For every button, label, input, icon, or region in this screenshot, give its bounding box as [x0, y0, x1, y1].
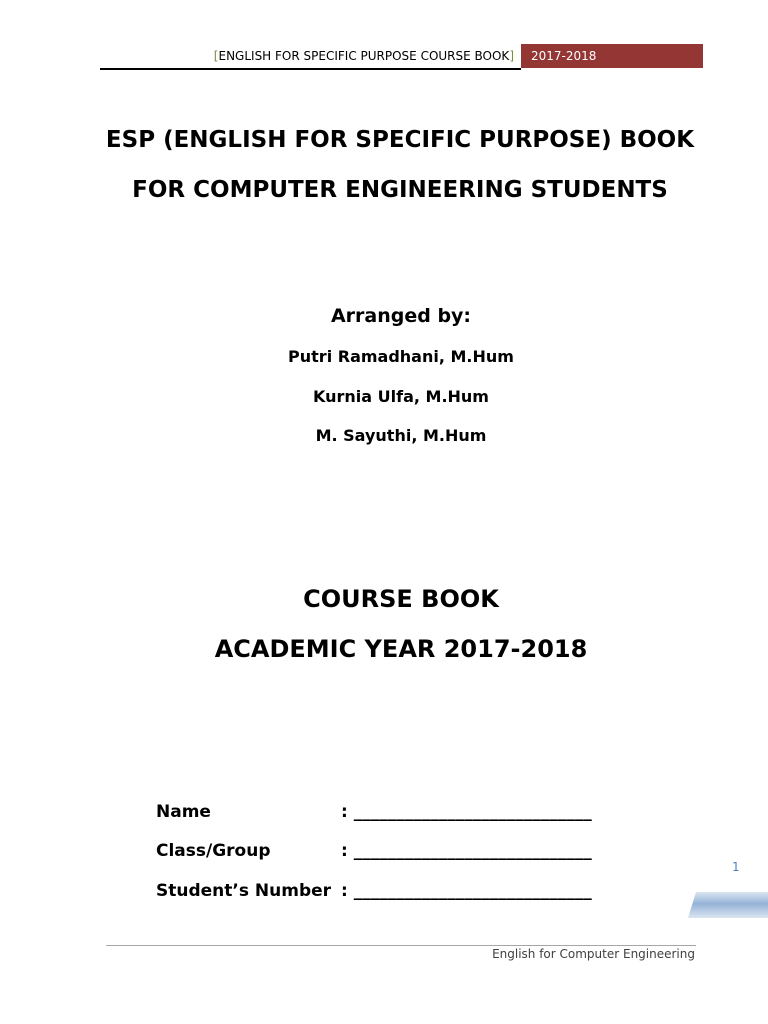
- header-title: [214, 46, 514, 68]
- page-tab-decoration: [688, 892, 768, 918]
- header-rule: [100, 68, 521, 70]
- student-number-blank: : ____________________________: [341, 881, 592, 901]
- author-2: Kurnia Ulfa, M.Hum: [313, 387, 489, 406]
- author-1: Putri Ramadhani, M.Hum: [288, 347, 514, 366]
- footer-rule: [106, 945, 696, 946]
- footer-text: English for Computer Engineering: [492, 947, 695, 961]
- page-number: 1: [732, 860, 740, 874]
- name-blank: : ____________________________: [341, 802, 592, 822]
- course-book-heading: COURSE BOOK: [303, 585, 499, 613]
- title-line-1: ESP (ENGLISH FOR SPECIFIC PURPOSE) BOOK: [105, 127, 695, 153]
- name-label: Name: [156, 802, 211, 822]
- header-year-badge: 2017-2018: [521, 44, 703, 68]
- author-3: M. Sayuthi, M.Hum: [315, 426, 487, 445]
- academic-year-heading: ACADEMIC YEAR 2017-2018: [214, 635, 588, 663]
- class-group-label: Class/Group: [156, 841, 271, 861]
- header-bracket-close: ]: [509, 49, 514, 63]
- header-title-text: ENGLISH FOR SPECIFIC PURPOSE COURSE BOOK: [218, 49, 510, 63]
- arranged-by-heading: Arranged by:: [330, 305, 472, 327]
- title-line-2: FOR COMPUTER ENGINEERING STUDENTS: [132, 177, 668, 203]
- class-group-blank: : ____________________________: [341, 841, 592, 861]
- header-bracket-open: [: [213, 49, 219, 63]
- student-number-label: Student’s Number: [156, 881, 332, 901]
